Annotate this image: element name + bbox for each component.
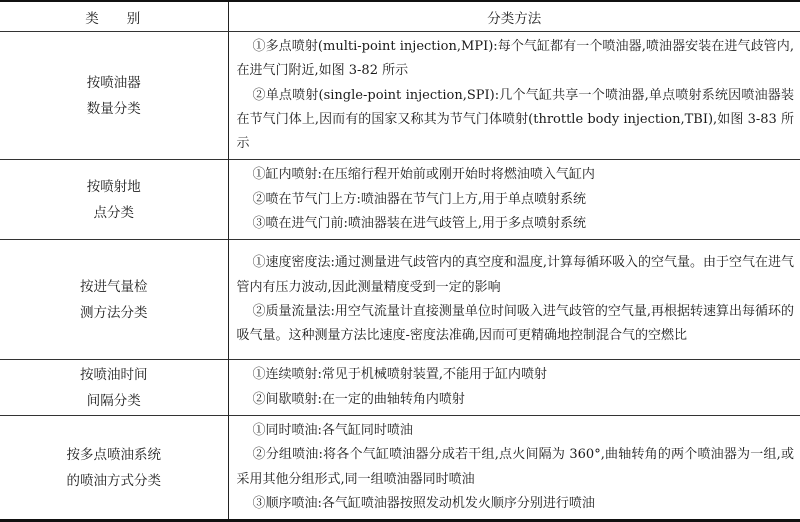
table-row [0,415,800,520]
method-cell [228,32,800,160]
category-cell [0,240,228,360]
method-item: ③喷在进气门前:喷油器装在进气歧管上,用于多点喷射系统 [252,216,587,232]
category-line: 按喷油时间 [80,366,148,383]
category-line: 测方法分类 [80,304,148,321]
method-item: ②喷在节气门上方:喷油器在节气门上方,用于单点喷射系统 [252,191,587,207]
category-line: 点分类 [93,204,134,221]
category-line: 按喷射地 [86,178,141,195]
category-line: 数量分类 [86,100,141,117]
method-item: ②单点喷射(single-point injection,SPI):几个气缸共享一个喷油器,单点喷射系统因喷油器装在节气门体上,因而有的国家又称其为节气门体喷射(throttle body injection,TBI),如图 3-83 所示 [236,87,794,152]
table-row [0,240,800,360]
table-row [0,160,800,240]
method-item: ①同时喷油:各气缸同时喷油 [252,422,413,438]
header-category-part2: 别 [126,10,143,27]
category-cell [0,32,228,160]
method-item: ②分组喷油:将各个气缸喷油器分成若干组,点火间隔为 360°,曲轴转角的两个喷油器为一组,或采用其他分组形式,同一组喷油器同时喷油 [236,447,794,487]
table-header-row [0,1,800,32]
header-method: 分类方法 [228,1,800,32]
category-cell [0,160,228,240]
method-item: ①连续喷射:常见于机械喷射装置,不能用于缸内喷射 [252,367,548,383]
header-category [0,1,228,32]
category-line: 按多点喷油系统 [66,446,161,463]
category-line: 的喷油方式分类 [66,472,161,489]
method-item: ③顺序喷油:各气缸喷油器按照发动机发火顺序分别进行喷油 [252,495,595,511]
method-cell [228,415,800,520]
header-category-part1: 类 [85,10,101,27]
method-cell [228,240,800,360]
method-cell [228,360,800,416]
method-item: ②质量流量法:用空气流量计直接测量单位时间吸入进气歧管的空气量,再根据转速算出每循环的吸气量。这种测量方法比速度-密度法准确,因而可更精确地控制混合气的空燃比 [236,303,795,344]
method-item: ①速度密度法:通过测量进气歧管内的真空度和温度,计算每循环吸入的空气量。由于空气在进气管内有压力波动,因此测量精度受到一定的影响 [236,255,795,295]
method-cell [228,160,800,240]
category-cell [0,360,228,416]
category-line: 按进气量检 [80,278,148,295]
category-line: 按喷油器 [86,74,141,91]
method-item: ①多点喷射(multi-point injection,MPI):每个气缸都有一个喷油器,喷油器安装在进气歧管内,在进气门附近,如图 3-82 所示 [236,39,794,79]
category-cell [0,415,228,520]
category-line: 间隔分类 [86,392,141,409]
table-row [0,32,800,160]
method-item: ②间歇喷射:在一定的曲轴转角内喷射 [252,391,465,407]
method-item: ①缸内喷射:在压缩行程开始前或刚开始时将燃油喷入气缸内 [252,167,595,183]
table-row [0,360,800,416]
